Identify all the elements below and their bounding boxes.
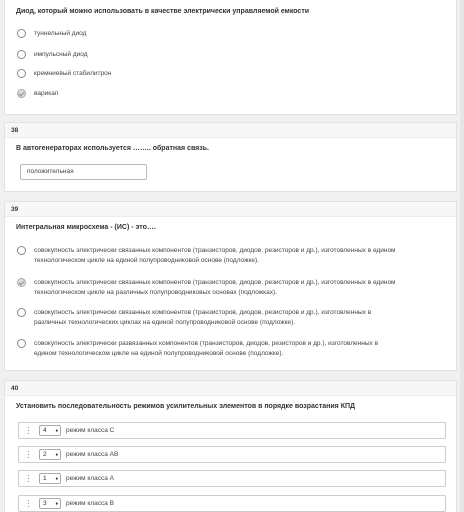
answer-option[interactable] (17, 29, 86, 39)
answer-line: технологическом цикле на различных полупроводниковых основах (подложках). (34, 288, 277, 296)
answer-line: совокупность электрически связанных компонентов (транзисторов, диодов, резисторов и др.), изготовленных в едином (34, 279, 396, 286)
answer-label: кремниевый стабилитрон (34, 70, 112, 77)
order-item[interactable] (18, 495, 446, 512)
question-card-38 (4, 122, 457, 192)
updown-arrow-icon: ♦ (55, 500, 58, 507)
order-select[interactable] (39, 425, 61, 436)
answer-option[interactable] (17, 308, 371, 327)
question-card-40 (4, 380, 457, 512)
radio-checked-icon[interactable] (17, 278, 26, 287)
question-text: Диод, который можно использовать в качестве электрически управляемой емкости (16, 8, 310, 15)
order-label: режим класса B (66, 500, 114, 507)
radio-button[interactable] (17, 29, 26, 38)
answer-line: едином технологическом цикле на единой полупроводниковой основе (подложке). (34, 349, 284, 357)
answer-option[interactable] (17, 339, 378, 358)
question-number: 40 (5, 381, 456, 396)
order-select[interactable] (39, 473, 61, 484)
answer-label (34, 278, 396, 297)
drag-handle-icon[interactable] (27, 426, 30, 435)
drag-handle-icon[interactable] (27, 450, 30, 459)
order-label: режим класса C (66, 427, 115, 434)
order-select[interactable] (39, 449, 61, 460)
order-label: режим класса A (66, 475, 114, 482)
question-text: В автогенераторах используется …….. обратная связь. (16, 145, 209, 152)
radio-button[interactable] (17, 246, 26, 255)
question-number: 38 (5, 123, 456, 138)
radio-button[interactable] (17, 308, 26, 317)
answer-line: совокупность электрически связанных компонентов (транзисторов, диодов, резисторов и др.), изготовленных в едином (34, 247, 396, 254)
answer-label: туннельный диод (34, 30, 87, 37)
answer-input[interactable]: положительная (20, 164, 147, 180)
answer-option[interactable] (17, 50, 88, 60)
order-item[interactable] (18, 422, 446, 439)
answer-option[interactable] (17, 69, 111, 79)
question-number: 39 (5, 202, 456, 217)
question-card-37 (4, 0, 457, 115)
radio-checked-icon[interactable] (17, 89, 26, 98)
updown-arrow-icon: ♦ (55, 451, 58, 458)
select-value: 4 (43, 427, 47, 434)
drag-handle-icon[interactable] (27, 474, 30, 483)
question-text: Установить последовательность режимов усилительных элементов в порядке возрастания КПД (16, 403, 355, 410)
select-value: 3 (43, 500, 47, 507)
updown-arrow-icon: ♦ (55, 475, 58, 482)
question-card-39 (4, 201, 457, 371)
answer-label (34, 339, 378, 358)
answer-option[interactable] (17, 246, 396, 265)
order-label: режим класса AB (66, 451, 119, 458)
drag-handle-icon[interactable] (27, 499, 30, 508)
updown-arrow-icon: ♦ (55, 427, 58, 434)
select-value: 1 (43, 475, 47, 482)
select-value: 2 (43, 451, 47, 458)
answer-line: совокупность электрически развязанных компонентов (транзисторов, диодов, резисторов и др.), изготовленных в (34, 340, 379, 347)
answer-label: импульсный диод (34, 51, 88, 58)
answer-line: совокупность электрически связанных компонентов (транзисторов, диодов, резисторов и др.), изготовленных в (34, 309, 372, 316)
question-text: Интегральная микросхема - (ИС) - это…. (16, 224, 156, 231)
order-item[interactable] (18, 470, 446, 487)
order-select[interactable] (39, 498, 61, 509)
radio-button[interactable] (17, 339, 26, 348)
answer-label (34, 246, 396, 265)
answer-line: технологическом цикле на единой полупроводниковой основе (подложке). (34, 256, 259, 264)
answer-option[interactable] (17, 278, 396, 297)
order-item[interactable] (18, 446, 446, 463)
radio-button[interactable] (17, 69, 26, 78)
answer-option[interactable] (17, 89, 58, 99)
answer-label (34, 308, 371, 327)
radio-button[interactable] (17, 50, 26, 59)
answer-label: варикап (34, 90, 59, 97)
scrollbar-track[interactable] (460, 0, 464, 512)
answer-line: различных технологических циклах на единой полупроводниковой основе (подложке). (34, 318, 296, 326)
